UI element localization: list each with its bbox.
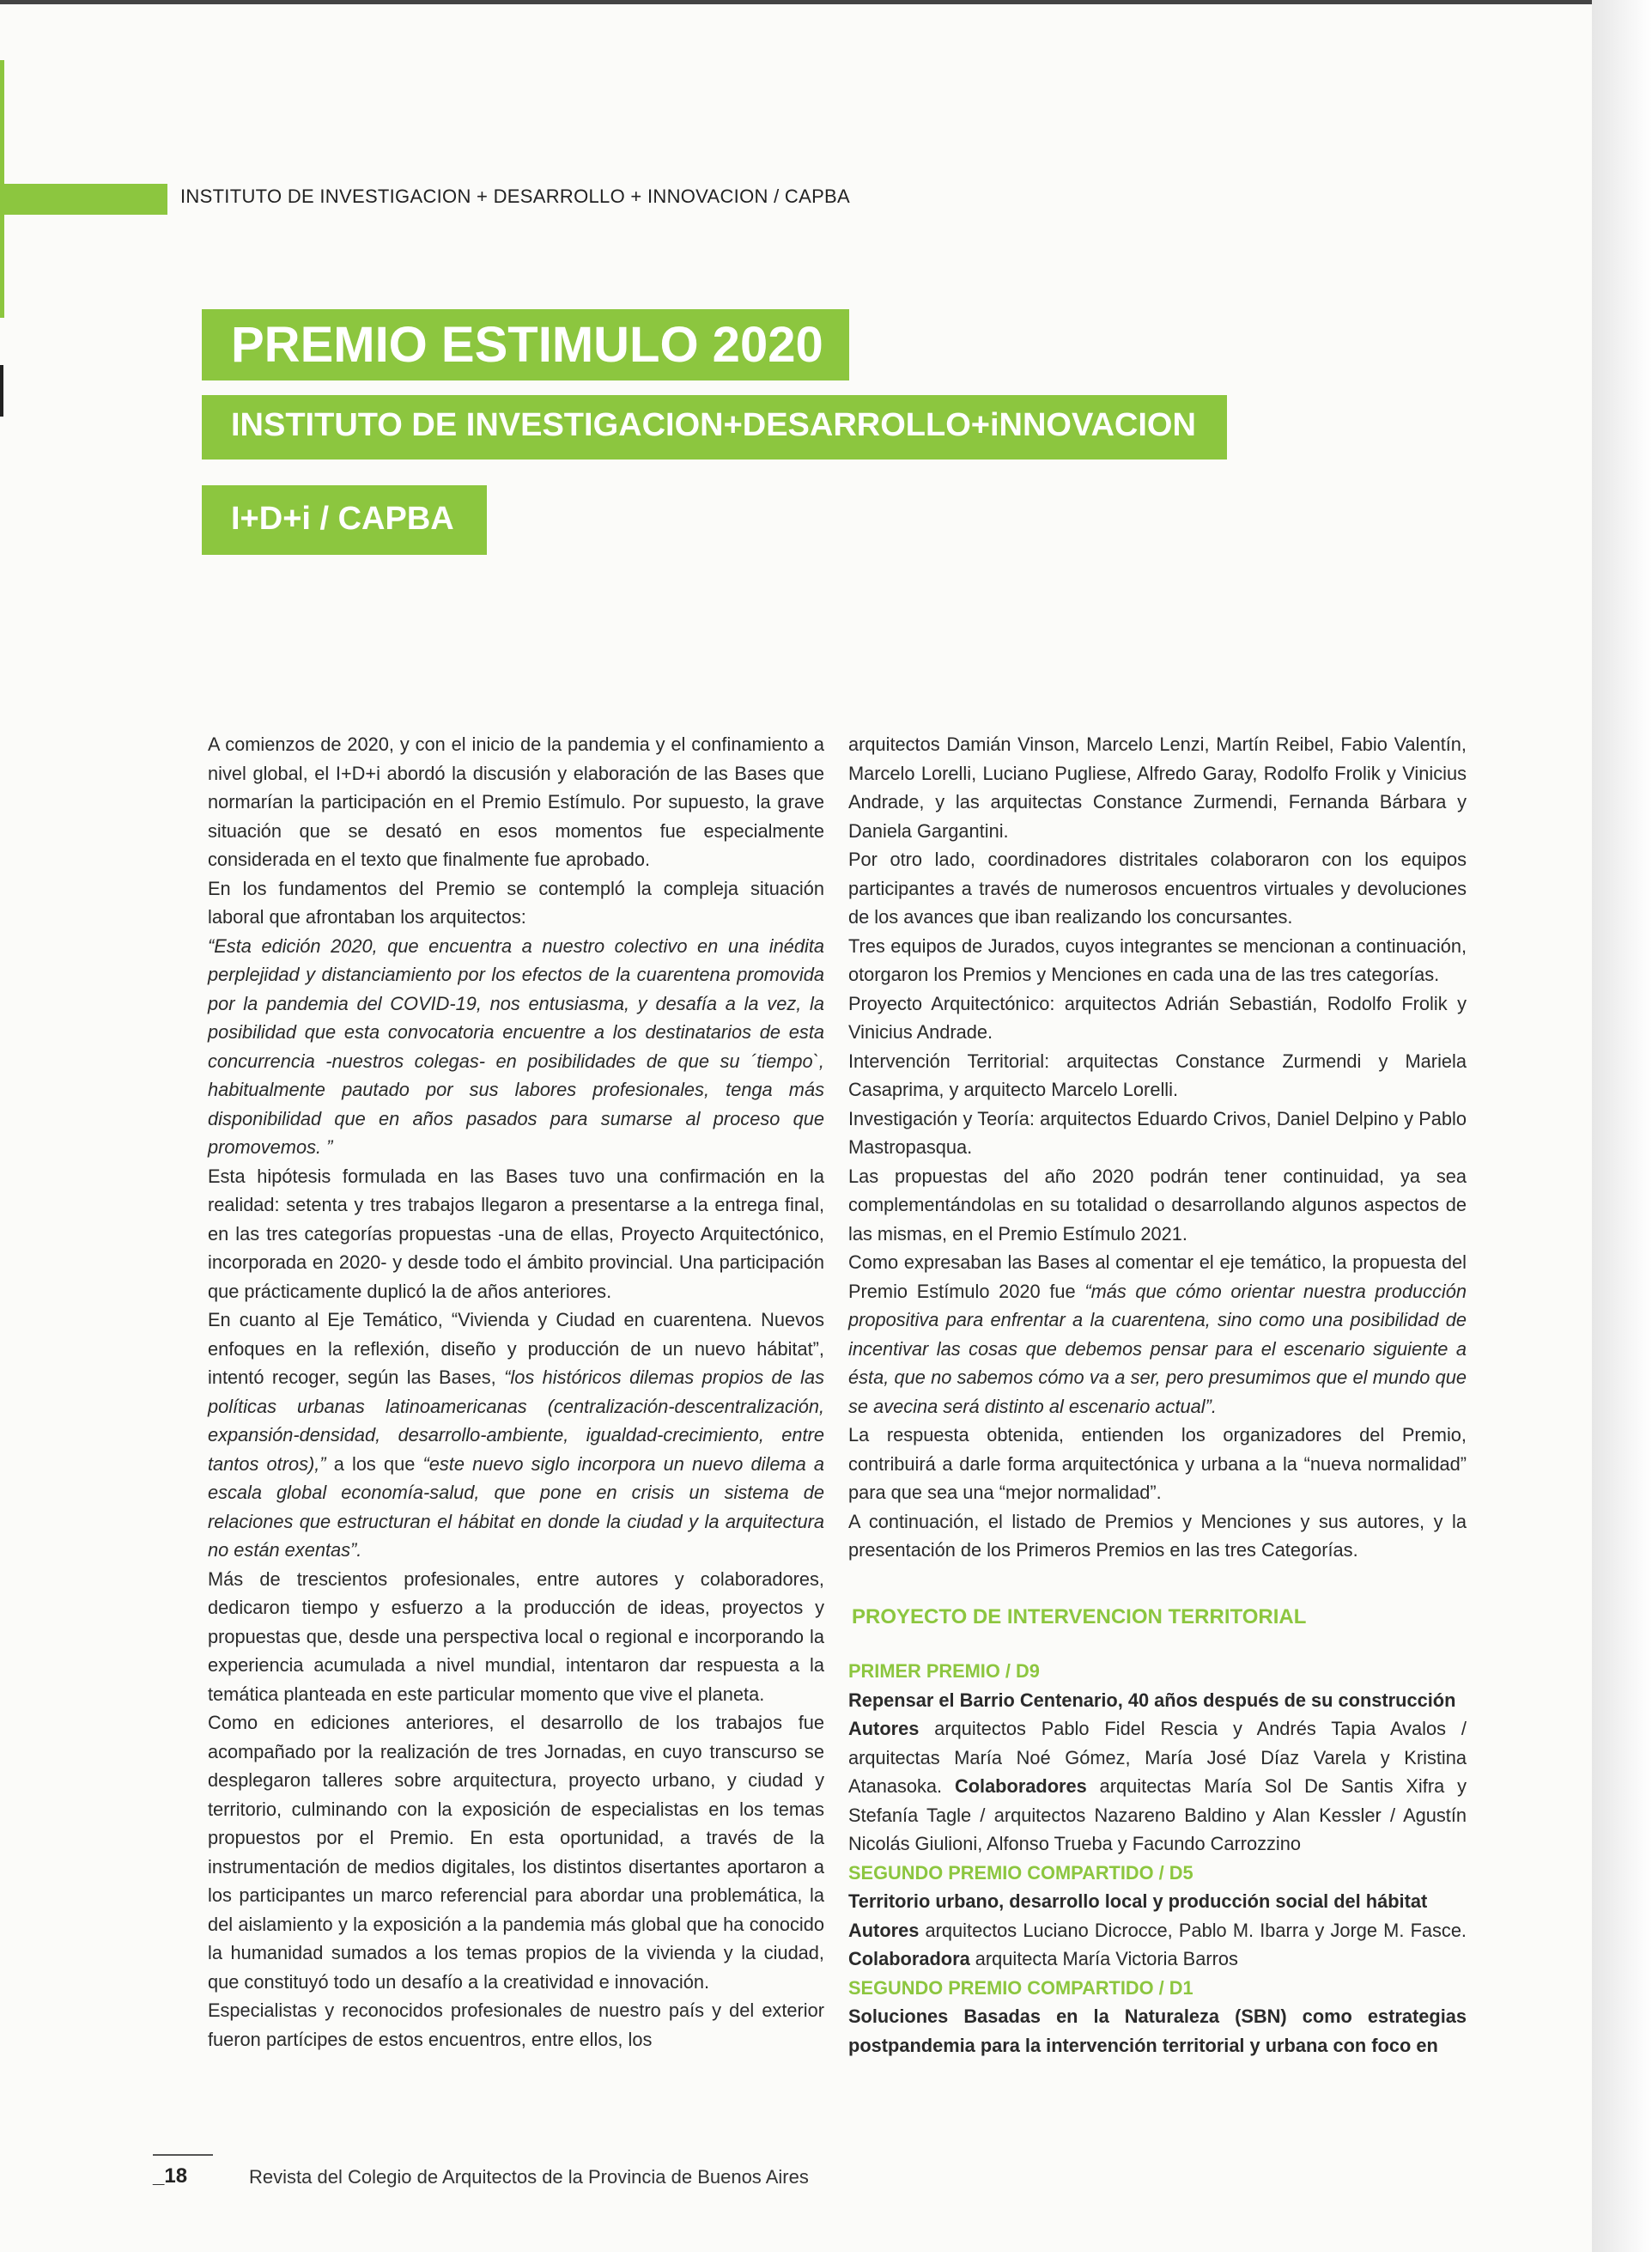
publication-name: Revista del Colegio de Arquitectos de la Provincia de Buenos Aires (249, 2166, 809, 2188)
paragraph: En los fundamentos del Premio se contempló la compleja situación laboral que afrontaban los arquitectos: (208, 877, 824, 928)
paragraph: La respuesta obtenida, entienden los organizadores del Premio, contribuirá a darle forma arquitectónica y urbana a la “nueva normalidad” para que sea una “mejor normalidad”. (848, 1424, 1467, 1503)
paragraph: Como en ediciones anteriores, el desarrollo de los trabajos fue acompañado por la realización de tres Jornadas, en cuyo transcurso se desplegaron talleres sobre arquitectura, proyecto urbano, y ciudad y territorio, culminando con la exposición de especialistas en los temas propuestos por el Premio. En esta oportunidad, a través de la instrumentación de medios digitales, los distintos disertantes aportaron a los participantes un marco referencial para abordar una problemática, la del aislamiento y la exposición a la pandemia más global que ha conocido la humanidad sumados a los temas propios de la vivienda y la ciudad, que constituyó todo un desafío a la creatividad e innovación. (208, 1712, 824, 1993)
authors-text: arquitectos Luciano Dicrocce, Pablo M. Ibarra y Jorge M. Fasce. (919, 1919, 1467, 1941)
page-title: PREMIO ESTIMULO 2020 (202, 309, 849, 380)
paragraph (208, 1306, 824, 1565)
prize-title: Repensar el Barrio Centenario, 40 años después de su construcción (848, 1689, 1456, 1711)
authors-label: Autores (848, 1919, 920, 1941)
paragraph (848, 1248, 1467, 1421)
collab-label: Colaboradores (954, 1775, 1087, 1797)
text-span: Como expresaban las Bases al comentar el eje temático, la propuesta del Premio Estímulo 2020 fue (848, 1251, 1467, 1302)
text-span: a los que (325, 1452, 423, 1475)
quote-span: “este nuevo siglo incorpora un nuevo dilema a escala global economía-salud, que pone en crisis un sistema de relaciones que estructuran el hábitat en donde la ciudad y la arquitectura no están exentas”. (208, 1452, 825, 1561)
page-subtitle: INSTITUTO DE INVESTIGACION+DESARROLLO+iNNOVACION (202, 395, 1227, 460)
paragraph: A continuación, el listado de Premios y Menciones y sus autores, y la presentación de los Primeros Premios en las tres Categorías. (848, 1510, 1467, 1561)
left-column (208, 730, 824, 2054)
paragraph: Investigación y Teoría: arquitectos Eduardo Crivos, Daniel Delpino y Pablo Mastropasqua. (848, 1107, 1467, 1158)
paragraph: Intervención Territorial: arquitectas Constance Zurmendi y Mariela Casaprima, y arquitecto Marcelo Lorelli. (848, 1050, 1467, 1100)
header-accent-bar (0, 184, 167, 215)
paragraph: Tres equipos de Jurados, cuyos integrantes se mencionan a continuación, otorgaron los Premios y Menciones en cada una de las tres categorías. (848, 934, 1467, 985)
paragraph: Especialistas y reconocidos profesionales de nuestro país y del exterior fueron partícipes de estos encuentros, entre ellos, los (208, 1999, 824, 2050)
prize-label: SEGUNDO PREMIO COMPARTIDO / D5 (848, 1861, 1193, 1884)
authors-text: arquitectos Pablo Fidel Rescia y Andrés Tapia Avalos / arquitectas María Noé Gómez, María José Díaz Varela y Kristina Atanasoka. (848, 1718, 1467, 1797)
prize-credits (848, 1714, 1467, 1859)
paragraph: Por otro lado, coordinadores distritales colaboraron con los equipos participantes a través de numerosos encuentros virtuales y devoluciones de los avances que iban realizando los concursantes. (848, 849, 1467, 928)
paragraph: A comienzos de 2020, y con el inicio de la pandemia y el confinamiento a nivel global, el I+D+i abordó la discusión y elaboración de las Bases que normarían la participación en el Premio Estímulo. Por supuesto, la grave situación que se desató en esos momentos fue especialmente considerada en el texto que finalmente fue aprobado. (208, 733, 824, 870)
quote (208, 932, 824, 1162)
top-rule (0, 0, 1652, 4)
page-edge (1592, 0, 1652, 2252)
text-span: En cuanto al Eje Temático, “Vivienda y Ciudad en cuarentena. Nuevos enfoques en la reflexión, diseño y producción de un nuevo hábitat”, intentó recoger, según las Bases, (208, 1309, 824, 1388)
paragraph: Las propuestas del año 2020 podrán tener continuidad, ya sea complementándolas en su totalidad o desarrollando algunos aspectos de las mismas, en el Premio Estímulo 2021. (848, 1165, 1467, 1245)
footer-rule (153, 2154, 213, 2156)
prize-label: SEGUNDO PREMIO COMPARTIDO / D1 (848, 1976, 1193, 1999)
running-header: INSTITUTO DE INVESTIGACION + DESARROLLO + INNOVACION / CAPBA (180, 186, 851, 207)
quote-text: “Esta edición 2020, que encuentra a nuestro colectivo en una inédita perplejidad y distanciamiento por los efectos de la cuarentena promovida por la pandemia del COVID-19, nos entusiasma, y desafía a la vez, la posibilidad que esta convocatoria encuentre a los destinatarios de esta concurrencia -nuestros colegas- en posibilidades de que su ´tiempo`, habitualmente pautado por sus labores profesionales, tenga más disponibilidad que en años pasados para sumarse al proceso que promovemos. ” (208, 934, 824, 1158)
prize-title: Soluciones Basadas en la Naturaleza (SBN) como estrategias postpandemia para la intervención territorial y urbana con foco en (848, 2005, 1467, 2056)
prize-label: PRIMER PREMIO / D9 (848, 1660, 1040, 1682)
collab-text: arquitectas María Sol De Santis Xifra y Stefanía Tagle / arquitectos Nazareno Baldino y Alan Kessler / Agustín Nicolás Giulioni, Alfonso Trueba y Facundo Carrozzino (848, 1775, 1467, 1854)
page-number: _18 (153, 2164, 188, 2188)
prize-credits (848, 1916, 1467, 1974)
prize-title: Territorio urbano, desarrollo local y producción social del hábitat (848, 1890, 1428, 1912)
section-heading: PROYECTO DE INTERVENCION TERRITORIAL (852, 1604, 1307, 1628)
authors-label: Autores (848, 1718, 920, 1739)
paragraph: Proyecto Arquitectónico: arquitectos Adrián Sebastián, Rodolfo Frolik y Vinicius Andrade. (848, 992, 1467, 1043)
paragraph: arquitectos Damián Vinson, Marcelo Lenzi, Martín Reibel, Fabio Valentín, Marcelo Lorelli, Luciano Pugliese, Alfredo Garay, Rodolfo Frolik y Vinicius Andrade, y las arquitectas Constance Zurmendi, Fernanda Bárbara y Daniela Gargantini. (848, 733, 1467, 842)
page-subtitle-2: I+D+i / CAPBA (202, 485, 487, 555)
paragraph: Más de trescientos profesionales, entre autores y colaboradores, dedicaron tiempo y esfuerzo a la producción de ideas, proyectos y propuestas que, desde una perspectiva local o regional e incorporando la experiencia acumulada a nivel mundial, intentaron dar respuesta a la temática planteada en este particular momento que vive el planeta. (208, 1567, 824, 1705)
quote-span: “los históricos dilemas propios de las políticas urbanas latinoamericanas (centralización-descentralización, expansión-densidad, desarrollo-ambiente, igualdad-crecimiento, entre tantos otros),” (208, 1366, 825, 1475)
collab-text: arquitecta María Victoria Barros (969, 1948, 1238, 1969)
collab-label: Colaboradora (848, 1948, 970, 1969)
paragraph: Esta hipótesis formulada en las Bases tuvo una confirmación en la realidad: setenta y tres trabajos llegaron a presentarse a la entrega final, en las tres categorías propuestas -una de ellas, Proyecto Arquitectónico, incorporada en 2020- y desde todo el ámbito provincial. Una participación que prácticamente duplicó la de años anteriores. (208, 1165, 824, 1302)
right-column (848, 730, 1467, 2060)
quote-span: “más que cómo orientar nuestra producción propositiva para enfrentar a la cuarentena, sino como una posibilidad de incentivar las cosas que debemos pensar para el escenario siguiente a ésta, que no sabemos cómo va a ser, pero presumimos que el mundo que se avecina será distinto al escenario actual”. (848, 1280, 1467, 1417)
edge-tick (0, 365, 3, 417)
